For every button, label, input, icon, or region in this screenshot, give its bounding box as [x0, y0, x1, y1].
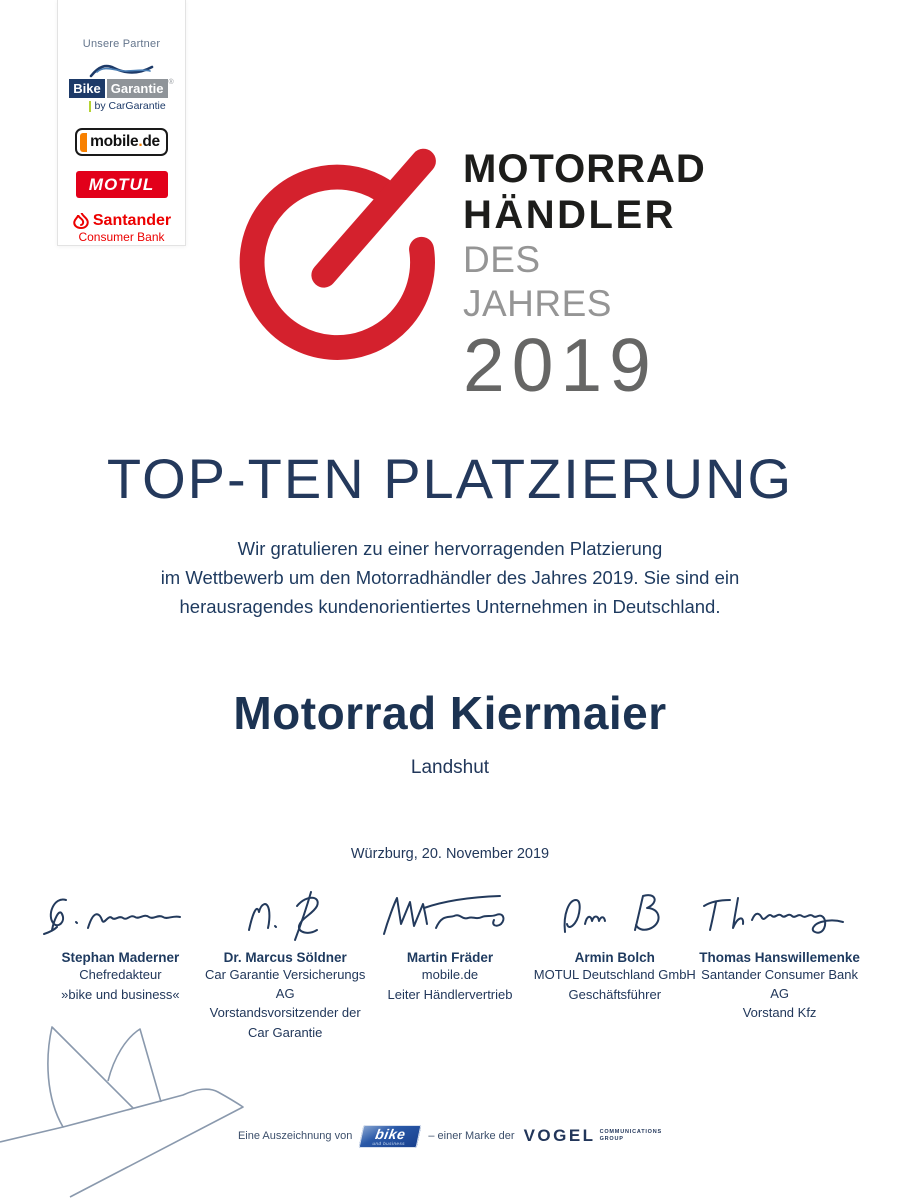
signature-handwriting-icon [535, 886, 695, 948]
congratulation-message [0, 534, 900, 621]
vogel-logo [524, 1126, 662, 1146]
signature-block-fraeder [368, 886, 533, 1042]
recipient-name: Motorrad Kiermaier [233, 687, 667, 739]
bike-garantie-wave-icon [85, 62, 157, 79]
signatory-role: Geschäftsführer [568, 986, 662, 1002]
mobile-de-orange-bar-icon [80, 133, 87, 152]
signatory-org: MOTUL Deutschland GmbH [533, 967, 696, 982]
message-line1: Wir gratulieren zu einer hervorragenden Platzierung [237, 538, 663, 559]
award-logo-wordmark [463, 146, 706, 407]
bike-garantie-green-tick [89, 101, 91, 112]
santander-wordmark: Santander [92, 212, 172, 229]
signatory-role: Chefredakteur [79, 967, 162, 982]
award-logo-year: 2019 [463, 323, 658, 407]
signature-block-hanswillemenke [697, 886, 862, 1042]
mobile-de-dot: . [138, 133, 143, 150]
award-logo-line3: DES JAHRES [463, 239, 612, 324]
footer [0, 1120, 900, 1152]
bike-garantie-word1: Bike [69, 79, 104, 98]
mobile-de-logo [75, 128, 168, 156]
santander-subtitle: Consumer Bank [78, 230, 165, 244]
footer-middle: – einer Marke der [428, 1130, 515, 1142]
motul-wordmark: MOTUL [88, 174, 155, 194]
award-logo-mark-icon [230, 143, 456, 369]
signatory-name: Stephan Maderner [61, 950, 180, 965]
registered-mark: ® [168, 79, 174, 86]
signatory-role: Leiter Händlervertrieb [387, 986, 513, 1002]
partner-panel-title: Unsere Partner [82, 38, 161, 50]
signatory-role: Vorstand Kfz [742, 1005, 817, 1020]
award-logo-line1: MOTORRAD [463, 147, 706, 191]
signatory-org: »bike und business« [61, 986, 180, 1002]
signature-handwriting-icon [205, 886, 365, 948]
signatory-org: Santander Consumer Bank AG [701, 967, 858, 1001]
santander-flame-icon [72, 213, 90, 230]
signatory-name: Dr. Marcus Söldner [223, 950, 347, 965]
santander-logo [72, 212, 171, 244]
signatory-org: Car Garantie Versicherungs AG [204, 967, 366, 1001]
signatory-role: Vorstandsvorsitzender der [209, 1005, 361, 1020]
bike-logo-subline: und business [372, 1140, 406, 1145]
bird-watermark-icon [0, 1015, 260, 1200]
message-line2: im Wettbewerb um den Motorradhändler des Jahres 2019. Sie sind ein [160, 567, 740, 588]
vogel-wordmark: VOGEL [523, 1126, 596, 1145]
mobile-de-word: mobile [90, 133, 139, 150]
date-line: Würzburg, 20. November 2019 [350, 846, 550, 862]
mobile-de-tld: de [142, 133, 160, 150]
footer-prefix: Eine Auszeichnung von [237, 1130, 353, 1142]
bike-und-business-logo [359, 1125, 422, 1148]
bike-logo-word: bike [374, 1125, 408, 1141]
message-line3: herausragendes kundenorientiertes Unternehmen in Deutschland. [179, 596, 721, 617]
vogel-sub-line1: COMMUNICATIONS [599, 1129, 663, 1135]
bike-garantie-logo [69, 62, 173, 112]
vogel-sub-line2: GROUP [599, 1136, 624, 1142]
bike-garantie-byline: by CarGarantie [94, 100, 166, 112]
signature-handwriting-icon [700, 886, 860, 948]
recipient-city: Landshut [410, 757, 490, 778]
partner-panel [57, 0, 186, 246]
signature-handwriting-icon [40, 886, 200, 948]
bike-garantie-word2: Garantie [107, 79, 168, 98]
signatory-name: Martin Fräder [406, 950, 494, 965]
signatory-org: mobile.de [421, 967, 479, 982]
signatory-role2: Car Garantie [247, 1024, 323, 1040]
signatory-name: Thomas Hanswillemenke [699, 950, 860, 965]
signature-handwriting-icon [370, 886, 530, 948]
signatory-name: Armin Bolch [574, 950, 655, 965]
award-logo-line2: HÄNDLER [463, 193, 677, 237]
motul-logo [76, 171, 168, 198]
award-title: TOP-TEN PLATZIERUNG [106, 447, 794, 510]
signature-block-bolch [532, 886, 697, 1042]
